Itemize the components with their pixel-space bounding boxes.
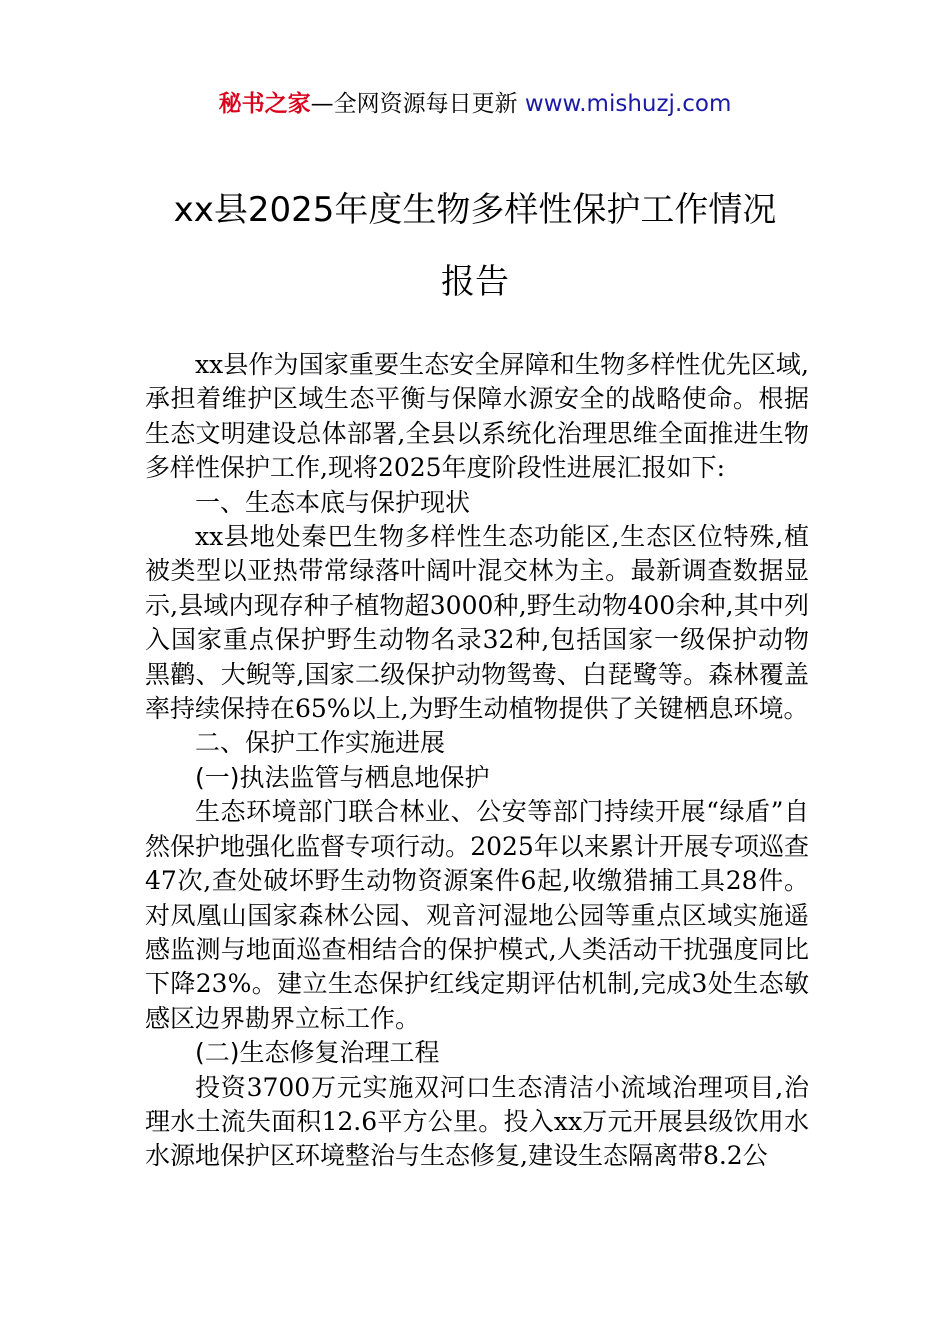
site-url-link[interactable]: www.mishuzj.com [524, 91, 732, 117]
section-heading-2: 二、保护工作实施进展 [195, 728, 446, 758]
site-slogan: —全网资源每日更新 [310, 91, 518, 117]
subsection-2-2-paragraph: 投资3700万元实施双河口生态清洁小流域治理项目,治理水土流失面积12.6平方公里。投入xx万元开展县级饮用水水源地保护区环境整治与生态修复,建设生态隔离带8.2公 [145, 1072, 809, 1171]
document-title-line-2: 报告 [441, 262, 509, 302]
site-header [0, 86, 950, 122]
intro-paragraph: xx县作为国家重要生态安全屏障和生物多样性优先区域,承担着维护区域生态平衡与保障水源安全的战略使命。根据生态文明建设总体部署,全县以系统化治理思维全面推进生物多样性保护工作,现将2025年度阶段性进展汇报如下: [145, 350, 809, 483]
subsection-2-1-paragraph: 生态环境部门联合林业、公安等部门持续开展“绿盾”自然保护地强化监督专项行动。2025年以来累计开展专项巡查47次,查处破坏野生动物资源案件6起,收缴猎捕工具28件。对凤凰山国家森林公园、观音河湿地公园等重点区域实施遥感监测与地面巡查相结合的保护模式,人类活动干扰强度同比下降23%。建立生态保护红线定期评估机制,完成3处生态敏感区边界勘界立标工作。 [145, 797, 809, 1033]
section-1-paragraph: xx县地处秦巴生物多样性生态功能区,生态区位特殊,植被类型以亚热带常绿落叶阔叶混交林为主。最新调查数据显示,县域内现存种子植物超3000种,野生动物400余种,其中列入国家重点保护野生动物名录32种,包括国家一级保护动物黑鹳、大鲵等,国家二级保护动物鸳鸯、白琵鹭等。森林覆盖率持续保持在65%以上,为野生动植物提供了关键栖息环境。 [145, 522, 809, 724]
section-heading-1: 一、生态本底与保护现状 [195, 487, 471, 517]
subsection-heading-2-1: (一)执法监管与栖息地保护 [195, 762, 490, 792]
site-brand: 秘书之家 [218, 91, 311, 117]
document-body [145, 348, 809, 1174]
document-title-line-1: xx县2025年度生物多样性保护工作情况 [173, 190, 777, 230]
subsection-heading-2-2: (二)生态修复治理工程 [195, 1038, 440, 1068]
